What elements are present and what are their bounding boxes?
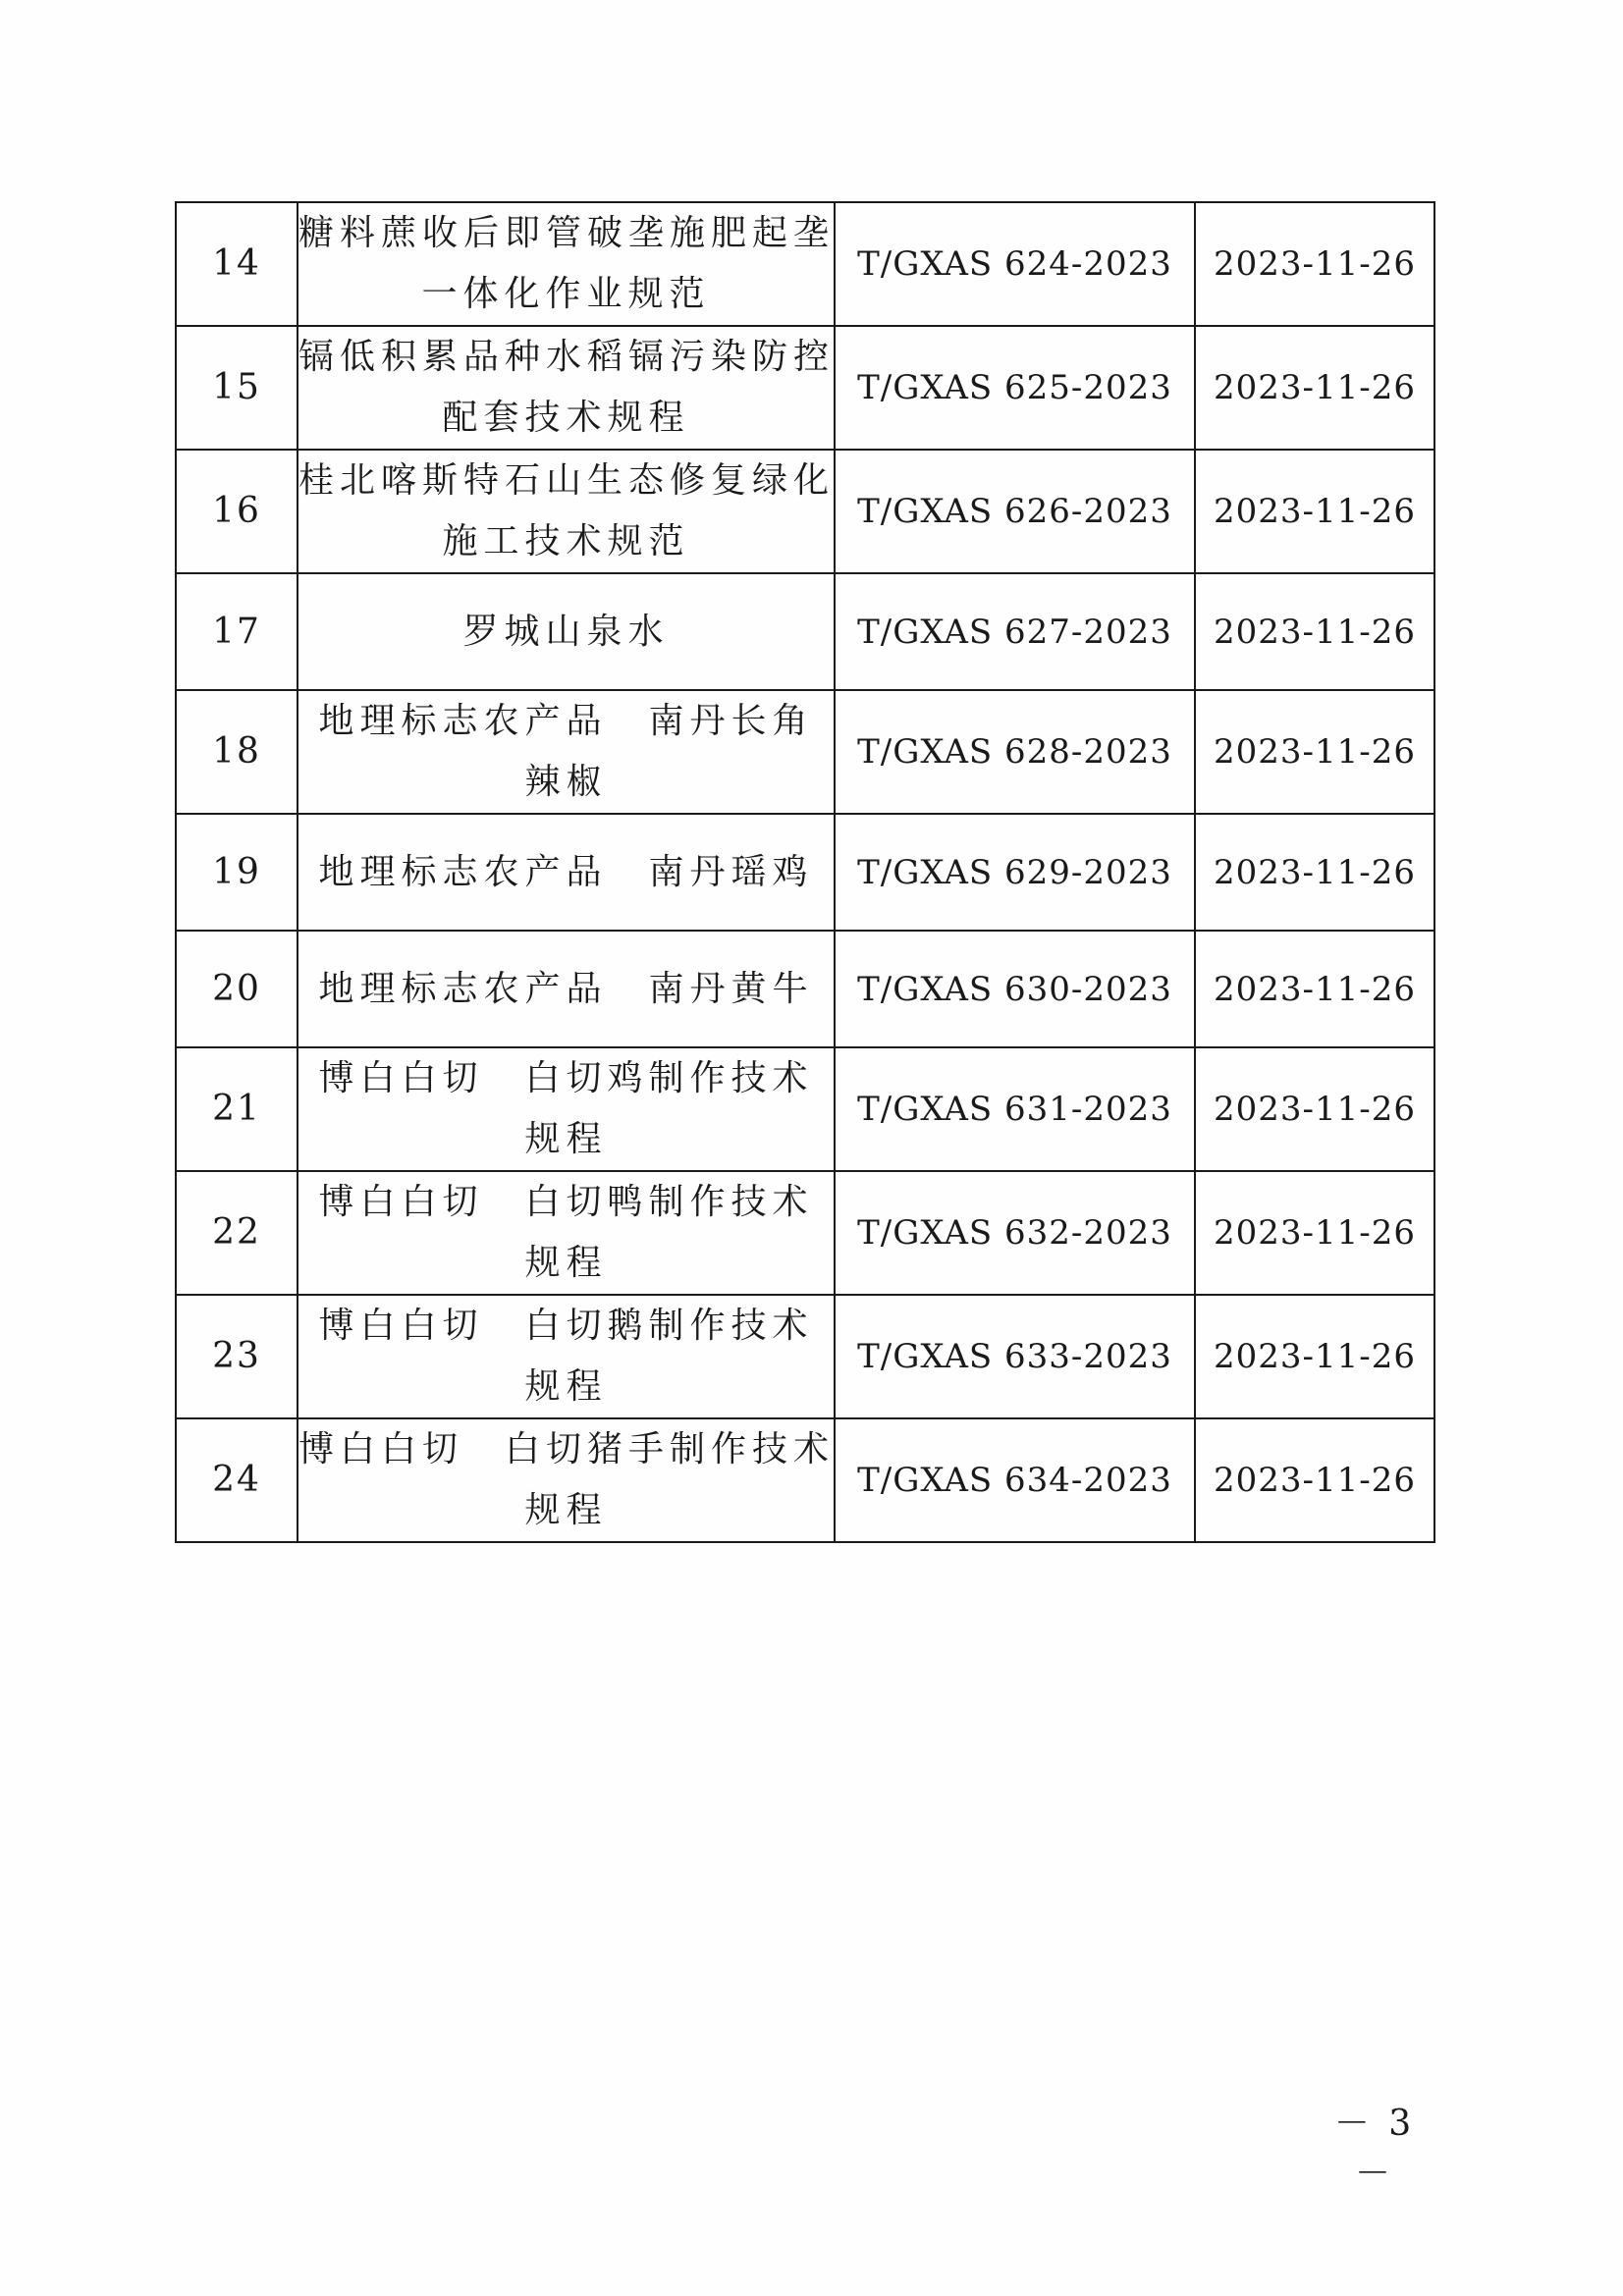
table-row	[176, 1171, 1434, 1295]
row-number: 21	[176, 1047, 298, 1171]
standard-code: T/GXAS 624-2023	[835, 202, 1195, 326]
standard-name-line: 罗城山泉水	[462, 611, 670, 652]
standard-code: T/GXAS 629-2023	[835, 814, 1195, 931]
release-date: 2023-11-26	[1195, 450, 1434, 573]
standard-name-line: 博白白切 白切鹅制作技术	[318, 1306, 814, 1346]
release-date: 2023-11-26	[1195, 202, 1434, 326]
standard-name-line: 桂北喀斯特石山生态修复绿化	[298, 460, 836, 501]
standard-name-line: 博白白切 白切猪手制作技术	[298, 1429, 836, 1469]
row-number: 20	[176, 931, 298, 1047]
release-date: 2023-11-26	[1195, 1171, 1434, 1295]
standard-name-line: 配套技术规程	[442, 398, 690, 438]
table-row	[176, 690, 1434, 814]
release-date: 2023-11-26	[1195, 814, 1434, 931]
release-date: 2023-11-26	[1195, 690, 1434, 814]
standard-name-line: 糖料蔗收后即管破垄施肥起垄	[298, 213, 836, 253]
standard-name	[298, 1295, 835, 1418]
table-row	[176, 450, 1434, 573]
row-number: 23	[176, 1295, 298, 1418]
standard-code: T/GXAS 626-2023	[835, 450, 1195, 573]
row-number: 22	[176, 1171, 298, 1295]
standard-code: T/GXAS 633-2023	[835, 1295, 1195, 1418]
row-number: 19	[176, 814, 298, 931]
row-number: 24	[176, 1418, 298, 1542]
standard-name-line: 规程	[524, 1243, 608, 1283]
standard-name-line: 地理标志农产品 南丹长角	[318, 701, 814, 741]
standard-name-line: 规程	[524, 1119, 608, 1159]
standard-name-line: 施工技术规范	[442, 521, 690, 561]
table-row	[176, 1295, 1434, 1418]
table-row	[176, 1047, 1434, 1171]
standard-code: T/GXAS 631-2023	[835, 1047, 1195, 1171]
standard-name	[298, 814, 835, 931]
table-row	[176, 326, 1434, 450]
standard-name	[298, 690, 835, 814]
standard-name	[298, 1418, 835, 1542]
standard-name	[298, 1171, 835, 1295]
table-row	[176, 814, 1434, 931]
standard-name-line: 博白白切 白切鸭制作技术	[318, 1182, 814, 1222]
page-number: － 3 －	[1333, 2104, 1416, 2194]
release-date: 2023-11-26	[1195, 1047, 1434, 1171]
standard-name	[298, 326, 835, 450]
standard-name-line: 辣椒	[524, 762, 608, 802]
standard-code: T/GXAS 630-2023	[835, 931, 1195, 1047]
standard-name	[298, 202, 835, 326]
standard-name	[298, 573, 835, 690]
standard-name-line: 镉低积累品种水稻镉污染防控	[298, 337, 836, 377]
standard-code: T/GXAS 627-2023	[835, 573, 1195, 690]
table-row	[176, 1418, 1434, 1542]
standard-name	[298, 1047, 835, 1171]
standard-name-line: 一体化作业规范	[421, 274, 711, 314]
standard-code: T/GXAS 634-2023	[835, 1418, 1195, 1542]
standard-name-line: 规程	[524, 1366, 608, 1407]
table-row	[176, 202, 1434, 326]
row-number: 17	[176, 573, 298, 690]
row-number: 14	[176, 202, 298, 326]
standard-code: T/GXAS 625-2023	[835, 326, 1195, 450]
table-row	[176, 573, 1434, 690]
standard-name	[298, 450, 835, 573]
standard-code: T/GXAS 632-2023	[835, 1171, 1195, 1295]
standard-name-line: 地理标志农产品 南丹黄牛	[318, 968, 814, 1009]
standard-name-line: 博白白切 白切鸡制作技术	[318, 1058, 814, 1098]
release-date: 2023-11-26	[1195, 1295, 1434, 1418]
release-date: 2023-11-26	[1195, 1418, 1434, 1542]
table-row	[176, 931, 1434, 1047]
row-number: 18	[176, 690, 298, 814]
standard-code: T/GXAS 628-2023	[835, 690, 1195, 814]
release-date: 2023-11-26	[1195, 573, 1434, 690]
standards-table	[175, 201, 1435, 1543]
row-number: 16	[176, 450, 298, 573]
standard-name-line: 规程	[524, 1490, 608, 1530]
standard-name	[298, 931, 835, 1047]
row-number: 15	[176, 326, 298, 450]
release-date: 2023-11-26	[1195, 326, 1434, 450]
release-date: 2023-11-26	[1195, 931, 1434, 1047]
standard-name-line: 地理标志农产品 南丹瑶鸡	[318, 851, 814, 892]
